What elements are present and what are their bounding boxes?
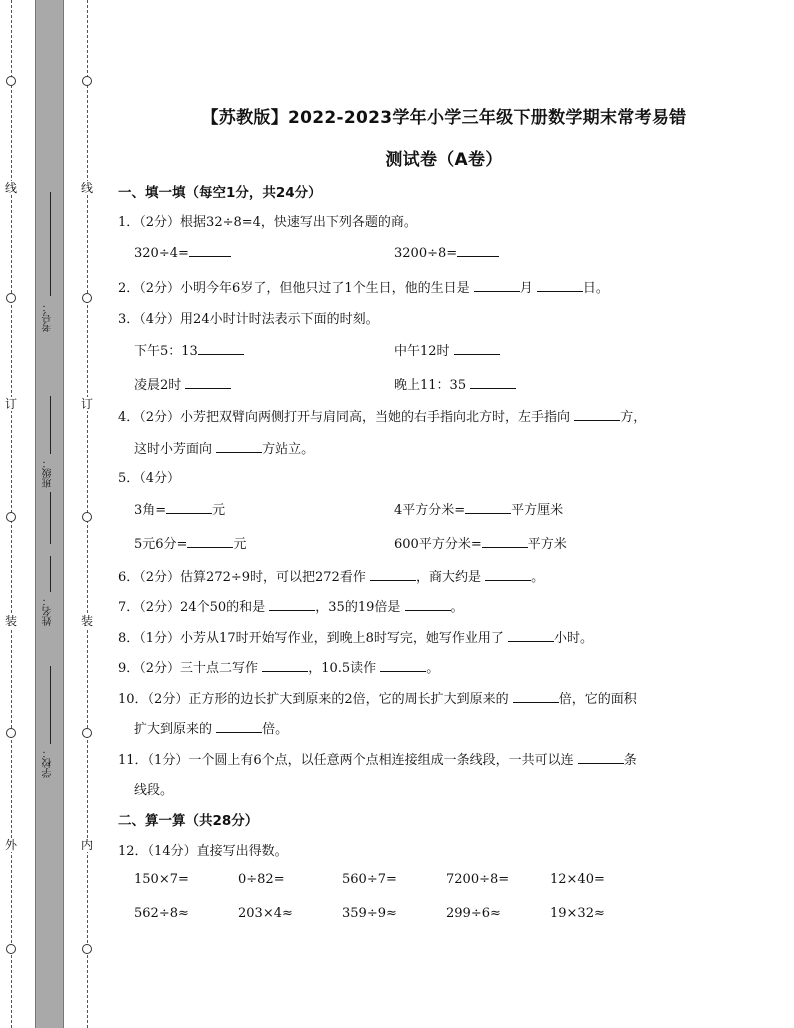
class-label: 班级： [43, 458, 54, 488]
class-field[interactable] [37, 396, 63, 544]
question-11-cont: 线段。 [134, 783, 174, 798]
question-6 [118, 566, 544, 585]
exam-number-field[interactable] [37, 192, 63, 340]
q3c-text: 凌晨2时 [134, 378, 182, 393]
q4-line2-text: 这时小芳面向 [134, 442, 213, 457]
page-title: 【苏教版】2022-2023学年小学三年级下册数学期末常考易错 [201, 108, 687, 128]
fill-line [50, 666, 51, 744]
fill-line [50, 396, 51, 454]
question-5-a [134, 499, 225, 518]
q6-text-end: 。 [531, 570, 545, 585]
calc-item: 19×32≈ [550, 906, 605, 921]
punch-hole [82, 944, 92, 954]
margin-char-ding: 订 [4, 397, 17, 411]
margin-char-zhuang: 装 [80, 614, 93, 628]
q9-text-end: 。 [426, 661, 440, 676]
answer-blank[interactable] [474, 279, 520, 292]
q7-text-mid: ，35的19倍是 [315, 600, 401, 615]
q5a-unit: 元 [212, 503, 226, 518]
margin-char-xian: 线 [80, 181, 93, 195]
question-1: 1．（2分）根据32÷8=4，快速写出下列各题的商。 [118, 215, 417, 230]
answer-blank[interactable] [482, 535, 528, 548]
q4-text-end: 方， [620, 410, 647, 425]
q8-text: 8．（1分）小芳从17时开始写作业，到晚上8时写完，她写作业用了 [118, 631, 504, 646]
answer-blank[interactable] [485, 568, 531, 581]
question-3-b [394, 340, 500, 359]
punch-hole [82, 512, 92, 522]
question-9 [118, 657, 439, 676]
answer-blank[interactable] [187, 535, 233, 548]
q5c-unit: 元 [233, 537, 247, 552]
q6-text: 6．（2分）估算272÷9时，可以把272看作 [118, 570, 366, 585]
punch-hole [82, 728, 92, 738]
question-3-a [134, 340, 244, 359]
punch-hole [6, 728, 16, 738]
q5c-text: 5元6分= [134, 537, 188, 552]
question-12: 12．（14分）直接写出得数。 [118, 844, 288, 859]
question-10-cont [134, 718, 288, 737]
answer-blank[interactable] [189, 244, 231, 257]
q5b-text: 4平方分米= [394, 503, 466, 518]
calc-item: 150×7= [134, 872, 189, 887]
answer-blank[interactable] [166, 501, 212, 514]
binding-margin [0, 0, 100, 1028]
question-11 [118, 749, 637, 768]
answer-blank[interactable] [262, 659, 308, 672]
answer-blank[interactable] [537, 279, 583, 292]
answer-blank[interactable] [216, 440, 262, 453]
name-field[interactable] [37, 556, 63, 666]
question-5-b [394, 499, 563, 518]
answer-blank[interactable] [470, 376, 516, 389]
answer-blank[interactable] [216, 720, 262, 733]
question-5-c [134, 533, 246, 552]
calc-item: 560÷7= [342, 872, 397, 887]
q11-text: 11．（1分）一个圆上有6个点，以任意两个点相连接组成一条线段，一共可以连 [118, 753, 574, 768]
fill-line [50, 192, 51, 296]
calc-item: 203×4≈ [238, 906, 293, 921]
question-5-d [394, 533, 567, 552]
question-3: 3．（4分）用24小时计时法表示下面的时刻。 [118, 312, 379, 327]
answer-blank[interactable] [457, 244, 499, 257]
punch-hole [6, 512, 16, 522]
q3a-text: 下午5：13 [134, 344, 198, 359]
question-4 [118, 406, 646, 425]
q8-text-end: 小时。 [554, 631, 594, 646]
question-8 [118, 627, 593, 646]
q2-day: 日。 [582, 281, 609, 296]
q5a-text: 3角= [134, 503, 167, 518]
calc-item: 299÷6≈ [446, 906, 501, 921]
q1a-text: 320÷4= [134, 246, 189, 261]
q10-line2-text: 扩大到原来的 [134, 722, 213, 737]
question-10 [118, 688, 637, 707]
calc-item: 0÷82= [238, 872, 285, 887]
name-label: 姓名： [43, 596, 54, 626]
punch-hole [82, 293, 92, 303]
answer-blank[interactable] [198, 342, 244, 355]
answer-blank[interactable] [454, 342, 500, 355]
punch-hole [6, 76, 16, 86]
school-label: 学校： [43, 748, 54, 778]
margin-char-ding: 订 [80, 397, 93, 411]
q5d-text: 600平方分米= [394, 537, 482, 552]
q4-line2-end: 方站立。 [262, 442, 315, 457]
question-1-b [394, 244, 499, 261]
q3b-text: 中午12时 [394, 344, 450, 359]
q4-text: 4．（2分）小芳把双臂向两侧打开与肩同高，当她的右手指向北方时，左手指向 [118, 410, 571, 425]
calc-item: 359÷9≈ [342, 906, 397, 921]
fill-line [50, 556, 51, 592]
page-subtitle: 测试卷（A卷） [385, 150, 503, 170]
q5b-unit: 平方厘米 [511, 503, 564, 518]
punch-hole [82, 76, 92, 86]
question-5: 5．（4分） [118, 471, 181, 486]
section-1-heading: 一、填一填（每空1分，共24分） [118, 185, 322, 201]
q10-text: 10．（2分）正方形的边长扩大到原来的2倍，它的周长扩大到原来的 [118, 692, 509, 707]
question-2 [118, 277, 609, 296]
q6-text-mid: ，商大约是 [415, 570, 481, 585]
answer-blank[interactable] [269, 598, 315, 611]
margin-char-xian: 线 [4, 181, 17, 195]
fill-line [50, 492, 51, 544]
question-1-a [134, 244, 231, 261]
margin-char-nei: 内 [80, 838, 93, 852]
answer-blank[interactable] [513, 690, 559, 703]
q10-line2-end: 倍。 [262, 722, 289, 737]
exam-number-label: 考号： [43, 302, 54, 332]
q9-text-mid: ，10.5读作 [308, 661, 377, 676]
question-4-cont [134, 438, 314, 457]
question-7 [118, 596, 464, 615]
q7-text-end: 。 [450, 600, 464, 615]
q9-text: 9．（2分）三十点二写作 [118, 661, 259, 676]
answer-blank[interactable] [578, 751, 624, 764]
answer-blank[interactable] [574, 408, 620, 421]
calc-item: 562÷8≈ [134, 906, 189, 921]
punch-hole [6, 944, 16, 954]
answer-blank[interactable] [380, 659, 426, 672]
answer-blank[interactable] [465, 501, 511, 514]
answer-blank[interactable] [508, 629, 554, 642]
question-3-c [134, 374, 231, 393]
q1b-text: 3200÷8= [394, 246, 458, 261]
calc-item: 12×40= [550, 872, 605, 887]
q2-text: 2．（2分）小明今年6岁了，但他只过了1个生日，他的生日是 [118, 281, 470, 296]
margin-char-wai: 外 [4, 838, 17, 852]
answer-blank[interactable] [370, 568, 416, 581]
punch-hole [6, 293, 16, 303]
section-2-heading: 二、算一算（共28分） [118, 813, 259, 829]
q11-text-end: 条 [623, 753, 637, 768]
answer-blank[interactable] [405, 598, 451, 611]
q2-month: 月 [519, 281, 533, 296]
calc-item: 7200÷8= [446, 872, 510, 887]
q10-text-end: 倍，它的面积 [558, 692, 637, 707]
q3d-text: 晚上11：35 [394, 378, 467, 393]
question-3-d [394, 374, 516, 393]
answer-blank[interactable] [185, 376, 231, 389]
margin-char-zhuang: 装 [4, 614, 17, 628]
q7-text: 7．（2分）24个50的和是 [118, 600, 266, 615]
school-field[interactable] [37, 666, 63, 786]
q5d-unit: 平方米 [527, 537, 567, 552]
